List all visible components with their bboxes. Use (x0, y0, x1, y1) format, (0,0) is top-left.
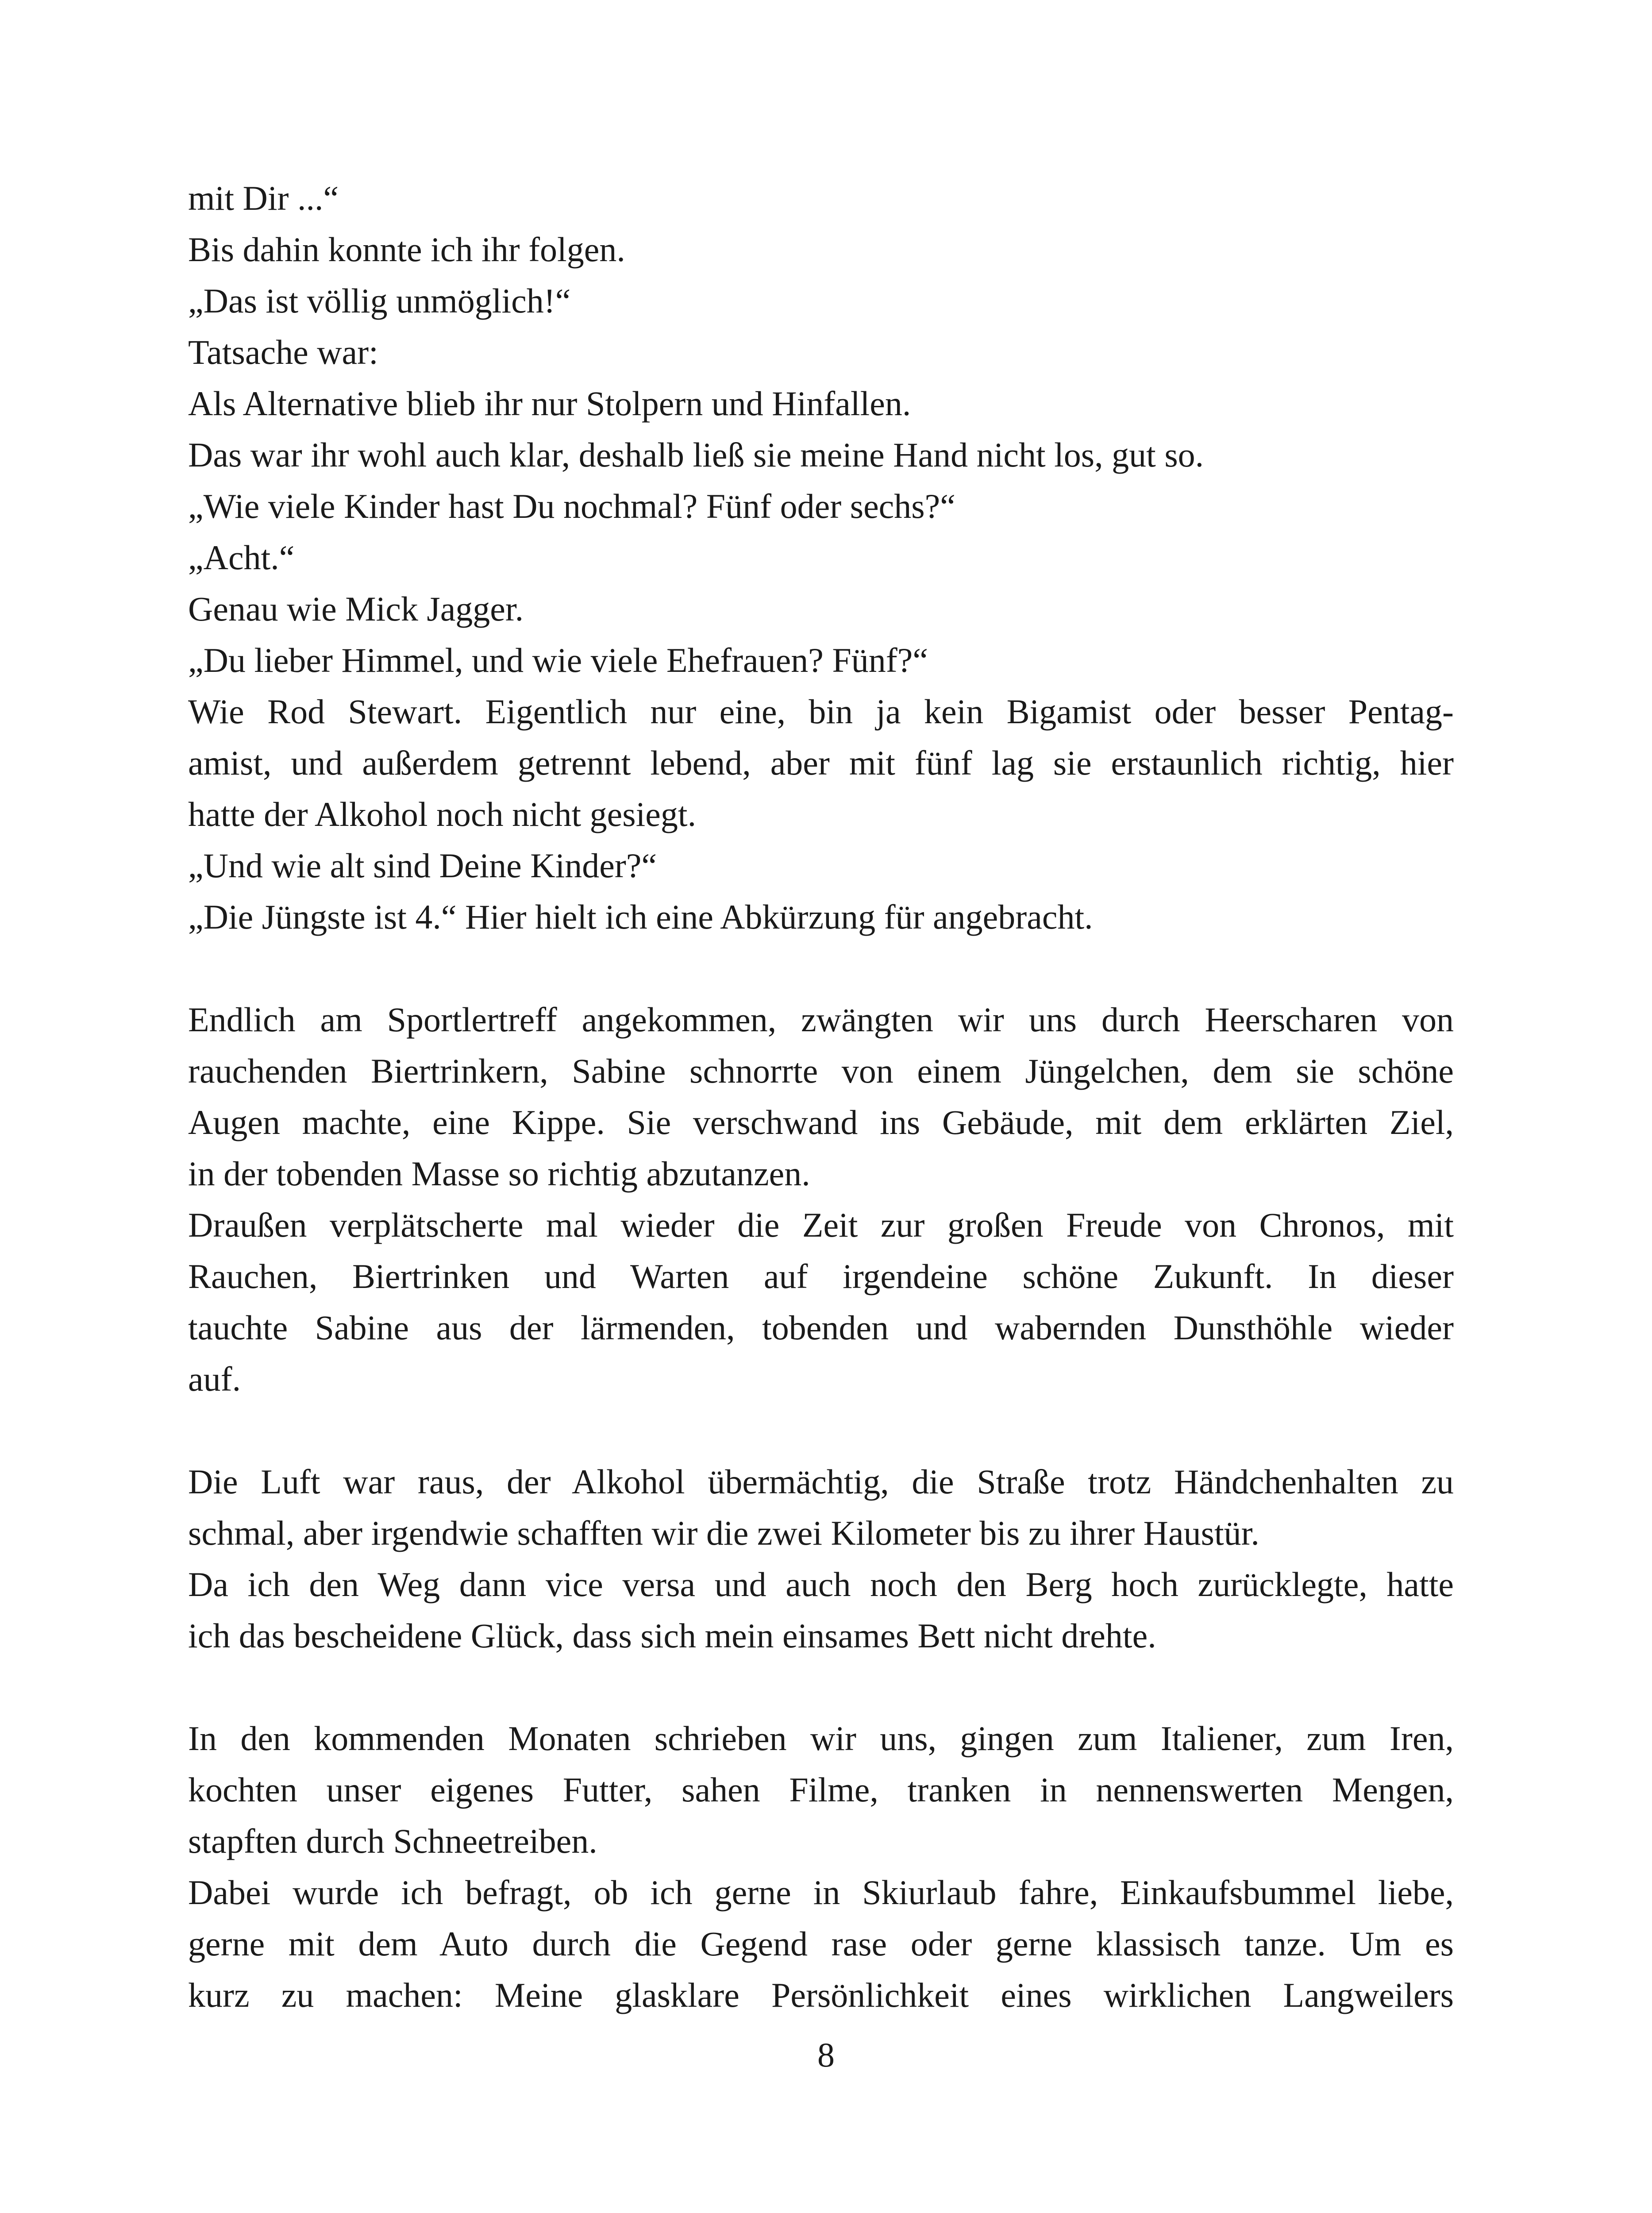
text-line: hatte der Alkohol noch nicht gesiegt. (188, 795, 697, 833)
text-line: „Die Jüngste ist 4.“ Hier hielt ich eine Abkürzung für angebracht. (188, 898, 1093, 936)
text-line: Wie Rod Stewart. Eigentlich nur eine, bin ja kein Bigamist oder besser Pentag- (188, 692, 1454, 731)
text-line: Genau wie Mick Jagger. (188, 590, 524, 628)
text-line: Bis dahin konnte ich ihr folgen. (188, 230, 625, 269)
text-line: „Wie viele Kinder hast Du nochmal? Fünf oder sechs?“ (188, 487, 955, 525)
text-line: Da ich den Weg dann vice versa und auch noch den Berg hoch zurücklegte, hatte (188, 1565, 1454, 1604)
text-line: ich das bescheidene Glück, dass sich mein einsames Bett nicht drehte. (188, 1616, 1156, 1655)
paragraph-gap (188, 1662, 1454, 1713)
text-line: amist, und außerdem getrennt lebend, aber mit fünf lag sie erstaunlich richtig, hier (188, 744, 1454, 782)
text-line: „Du lieber Himmel, und wie viele Ehefrauen? Fünf?“ (188, 641, 928, 679)
text-line: „Acht.“ (188, 538, 295, 577)
body-text (188, 173, 1454, 2021)
text-line: Das war ihr wohl auch klar, deshalb ließ sie meine Hand nicht los, gut so. (188, 436, 1204, 474)
text-line: stapften durch Schneetreiben. (188, 1822, 597, 1860)
text-line: mit Dir ...“ (188, 179, 339, 217)
text-line: Die Luft war raus, der Alkohol übermächtig, die Straße trotz Händchenhalten zu (188, 1462, 1454, 1501)
text-line: rauchenden Biertrinkern, Sabine schnorrte von einem Jüngelchen, dem sie schöne (188, 1052, 1454, 1090)
page-number: 8 (817, 2036, 835, 2074)
text-line: Als Alternative blieb ihr nur Stolpern und Hinfallen. (188, 384, 911, 423)
text-line: Dabei wurde ich befragt, ob ich gerne in Skiurlaub fahre, Einkaufsbummel liebe, (188, 1873, 1454, 1912)
text-line: Tatsache war: (188, 333, 378, 371)
text-line: In den kommenden Monaten schrieben wir uns, gingen zum Italiener, zum Iren, (188, 1719, 1454, 1758)
text-line: kurz zu machen: Meine glasklare Persönlichkeit eines wirklichen Langweilers (188, 1976, 1454, 2014)
text-line: gerne mit dem Auto durch die Gegend rase oder gerne klassisch tanze. Um es (188, 1924, 1454, 1963)
text-line: Draußen verplätscherte mal wieder die Zeit zur großen Freude von Chronos, mit (188, 1206, 1454, 1244)
paragraph-gap (188, 1405, 1454, 1456)
text-line: auf. (188, 1360, 241, 1398)
text-line: Augen machte, eine Kippe. Sie verschwand ins Gebäude, mit dem erklärten Ziel, (188, 1103, 1454, 1141)
text-line: „Und wie alt sind Deine Kinder?“ (188, 846, 657, 885)
text-line: schmal, aber irgendwie schafften wir die zwei Kilometer bis zu ihrer Haustür. (188, 1514, 1259, 1552)
text-line: Rauchen, Biertrinken und Warten auf irgendeine schöne Zukunft. In dieser (188, 1257, 1454, 1295)
text-line: kochten unser eigenes Futter, sahen Filme, tranken in nennenswerten Mengen, (188, 1770, 1454, 1809)
text-line: Endlich am Sportlertreff angekommen, zwängten wir uns durch Heerscharen von (188, 1000, 1454, 1039)
text-line: tauchte Sabine aus der lärmenden, tobenden und wabernden Dunsthöhle wieder (188, 1308, 1454, 1347)
paragraph-gap (188, 943, 1454, 994)
text-line: „Das ist völlig unmöglich!“ (188, 281, 571, 320)
text-line: in der tobenden Masse so richtig abzutanzen. (188, 1154, 810, 1193)
